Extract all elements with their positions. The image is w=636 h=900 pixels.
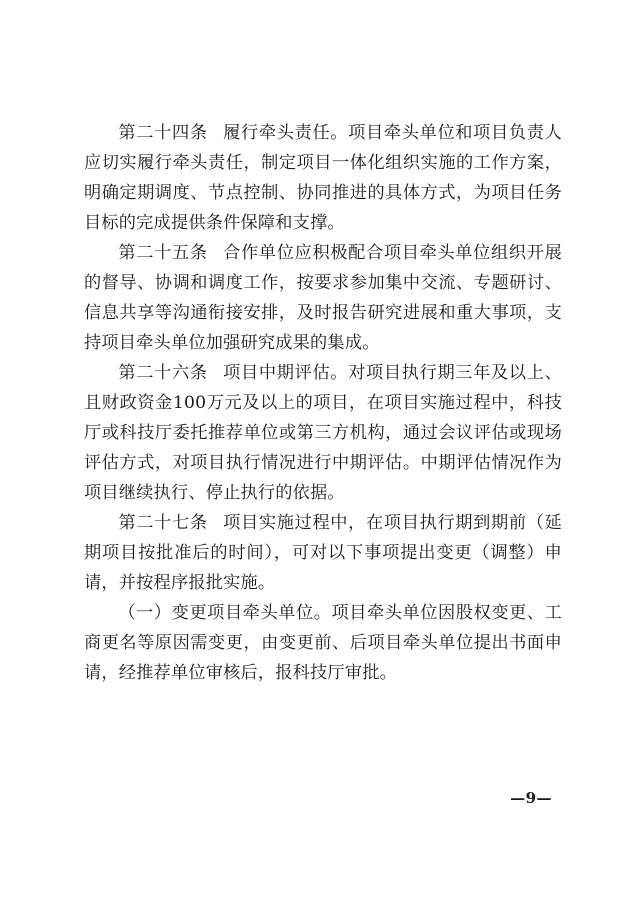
page-number: —9— xyxy=(510,789,552,807)
paragraph-text: （一）变更项目牵头单位。项目牵头单位因股权变更、工商更名等原因需变更，由变更前、后项目牵头单位提出书面申请，经推荐单位审核后，报科技厅审批。 xyxy=(84,603,562,683)
paragraph-article-27 xyxy=(84,508,562,598)
paragraph-text: 履行牵头责任。项目牵头单位和项目负责人应切实履行牵头责任，制定项目一体化组织实施的工作方案，明确定期调度、节点控制、协同推进的具体方式，为项目任务目标的完成提供条件保障和支撑。 xyxy=(84,123,562,233)
article-number: 第二十六条 xyxy=(118,363,208,383)
paragraph-article-25 xyxy=(84,238,562,358)
paragraph-text: 合作单位应积极配合项目牵头单位组织开展的督导、协调和调度工作，按要求参加集中交流、专题研讨、信息共享等沟通衔接安排，及时报告研究进展和重大事项，支持项目牵头单位加强研究成果的集成。 xyxy=(84,243,562,353)
article-number: 第二十七条 xyxy=(118,513,208,533)
article-number: 第二十五条 xyxy=(118,243,208,263)
paragraph-text: 项目中期评估。对项目执行期三年及以上、且财政资金100万元及以上的项目，在项目实施过程中，科技厅或科技厅委托推荐单位或第三方机构，通过会议评估或现场评估方式，对项目执行情况进行中期评估。中期评估情况作为项目继续执行、停止执行的依据。 xyxy=(84,363,562,503)
paragraph-article-26 xyxy=(84,358,562,508)
paragraph-text: 项目实施过程中，在项目执行期到期前（延期项目按批准后的时间），可对以下事项提出变更（调整）申请，并按程序报批实施。 xyxy=(84,513,562,593)
paragraph-article-24 xyxy=(84,118,562,238)
document-body xyxy=(84,118,562,688)
paragraph-item-1 xyxy=(84,598,562,688)
article-number: 第二十四条 xyxy=(118,123,208,143)
